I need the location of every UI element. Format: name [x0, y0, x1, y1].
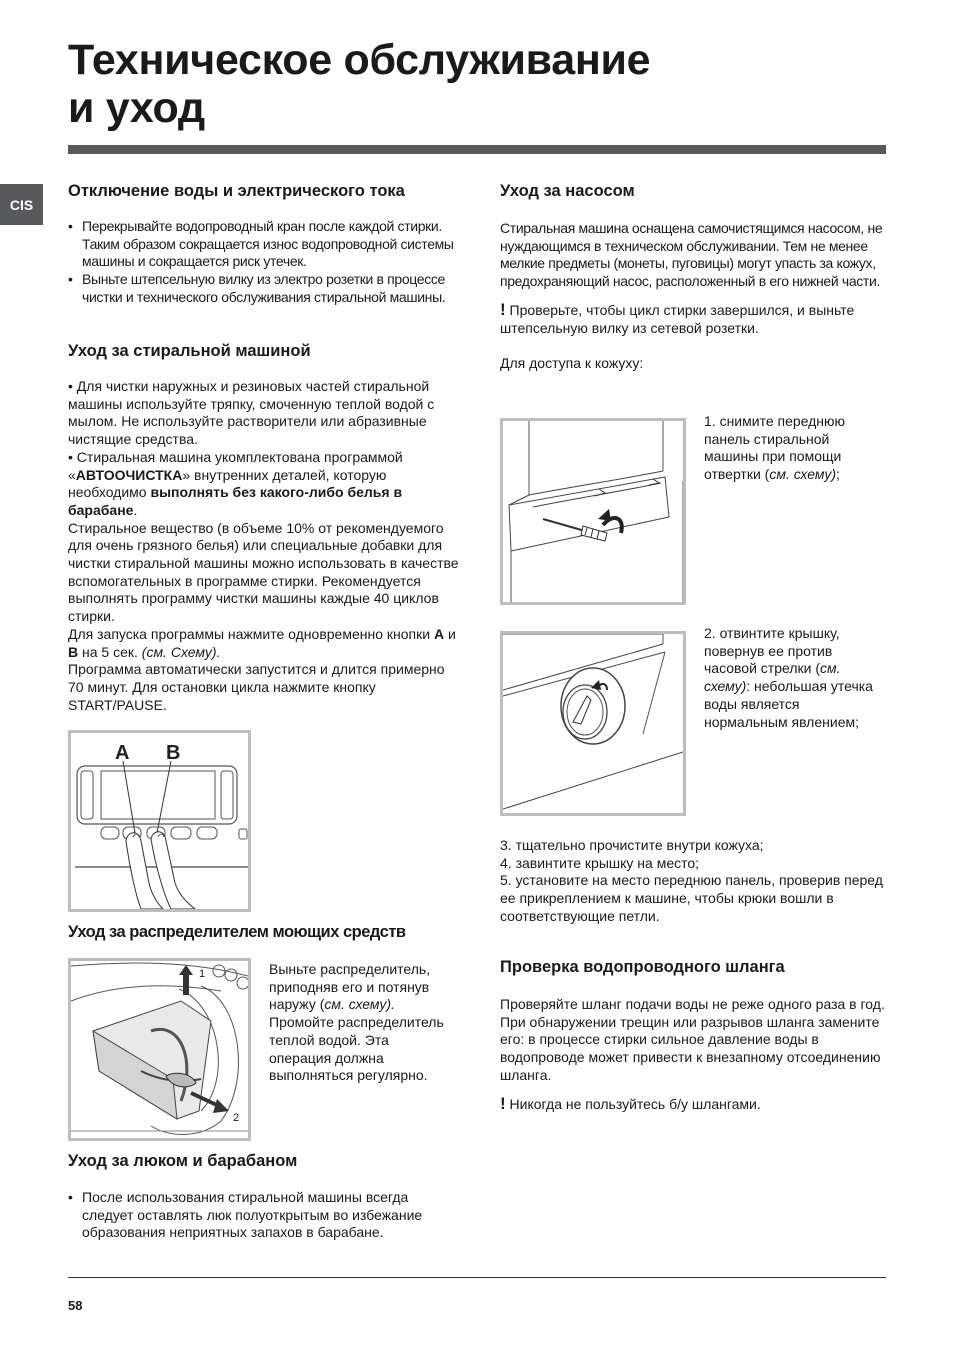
list-item: 5. установите на место переднюю панель, проверив перед ее прикреплением к машине, чтобы крюки вошли в соответствующие петли. — [500, 872, 883, 924]
warning-note: ! Никогда не пользуйтесь б/у шлангами. — [500, 1093, 761, 1113]
section-heading: Проверка водопроводного шланга — [500, 958, 785, 976]
footer-rule — [68, 1277, 886, 1278]
section-hose-check — [500, 957, 890, 1113]
paragraph: Проверяйте шланг подачи воды не реже одного раза в год. При обнаружении трещин или разрывов шланга замените его: в процессе стирки сильное давление воды в водопроводе может привести к внезапному отсоединению шланга. — [500, 996, 885, 1083]
page-title-line2: и уход — [68, 84, 205, 132]
section-heading: Уход за стиральной машиной — [68, 342, 311, 360]
warning-mark: ! — [500, 1093, 506, 1113]
list-item: • Перекрывайте водопроводный кран после каждой стирки. Таким образом сокращается износ водопроводной системы машины и сокращается риск утечек. — [68, 218, 460, 271]
section-water-power — [68, 181, 460, 307]
control-panel-figure — [68, 730, 251, 912]
list-item: 4. завинтите крышку на место; — [500, 854, 700, 871]
warning-mark: ! — [500, 299, 506, 319]
pump-step-1: 1. снимите переднюю панель стиральной машины при помощи отвертки (см. схему); — [704, 413, 846, 483]
list-item: • После использования стиральной машины всегда следует оставлять люк полуоткрытым во избежание образования неприятных запахов в барабане. — [68, 1189, 460, 1242]
page-title — [68, 36, 650, 132]
pump-steps-3-5 — [500, 837, 890, 926]
label-b: B — [166, 742, 181, 764]
page-title-line1: Техническое обслуживание — [68, 36, 651, 84]
section-pump — [500, 181, 890, 373]
paragraph: Программа автоматически запустится и длится примерно 70 минут. Для остановки цикла нажмите кнопку START/PAUSE. — [68, 661, 445, 713]
paragraph: • Для чистки наружных и резиновых частей стиральной машины используйте тряпку, смоченную теплой водой с мылом. Не используйте растворители или абразивные чистящие средства. — [68, 378, 435, 448]
section-heading: Уход за насосом — [500, 182, 635, 200]
section-heading: Отключение воды и электрического тока — [68, 182, 405, 200]
warning-note: ! Проверьте, чтобы цикл стирки завершился, и выньте штепсельную вилку из сетевой розетки. — [500, 299, 855, 336]
language-tab: CIS — [0, 184, 43, 225]
list-item: 3. тщательно прочистите внутри кожуха; — [500, 837, 764, 853]
pump-step-2: 2. отвинтите крышку, повернув ее против часовой стрелки (см. схему): небольшая утечка воды является нормальным явлением; — [704, 625, 873, 730]
section-heading: Уход за люком и барабаном — [68, 1152, 298, 1170]
paragraph: Стиральное вещество (в объеме 10% от рекомендуемого для очень грязного белья) или специальные добавки для чистки стиральной машины можно использовать в качестве вспомогательных в программе стирки. Рекомендуется выполнять программу чистки машины каждые 40 циклов стирки. — [68, 519, 459, 625]
arrow-number-2: 2 — [233, 1112, 240, 1124]
paragraph: Для доступа к кожуху: — [500, 355, 644, 372]
list-item: • Выньте штепсельную вилку из электро розетки в процессе чистки и технического обслуживания стиральной машины. — [68, 271, 460, 306]
title-rule — [68, 145, 886, 154]
pump-cover-figure — [500, 631, 686, 816]
section-door-drum — [68, 1151, 460, 1242]
paragraph: • Стиральная машина укомплектована программой «АВТООЧИСТКА» внутренних деталей, которую необходимо выполнять без какого-либо белья в барабане. — [68, 448, 403, 518]
label-a: A — [115, 742, 130, 764]
section-heading: Уход за распределителем моющих средств — [68, 923, 406, 941]
arrow-number-1: 1 — [199, 968, 206, 980]
dispenser-text: Выньте распределитель, приподняв его и потянув наружу (см. схему). Промойте распределитель теплой водой. Эта операция должна выполняться регулярно. — [269, 961, 444, 1084]
section-machine-care — [68, 341, 460, 714]
section-dispenser — [68, 922, 468, 942]
page-number: 58 — [68, 1298, 83, 1313]
paragraph: Стиральная машина оснащена самочистящимся насосом, не нуждающимся в техническом обслуживании. Тем не менее мелкие предметы (монеты, пуговицы) могут упасть за кожух, предохраняющий насос, расположенный в его нижней части. — [500, 220, 883, 290]
paragraph: Для запуска программы нажмите одновременно кнопки A и B на 5 сек. (см. Схему). — [68, 625, 456, 660]
front-panel-figure — [500, 418, 686, 605]
dispenser-figure — [68, 958, 251, 1141]
